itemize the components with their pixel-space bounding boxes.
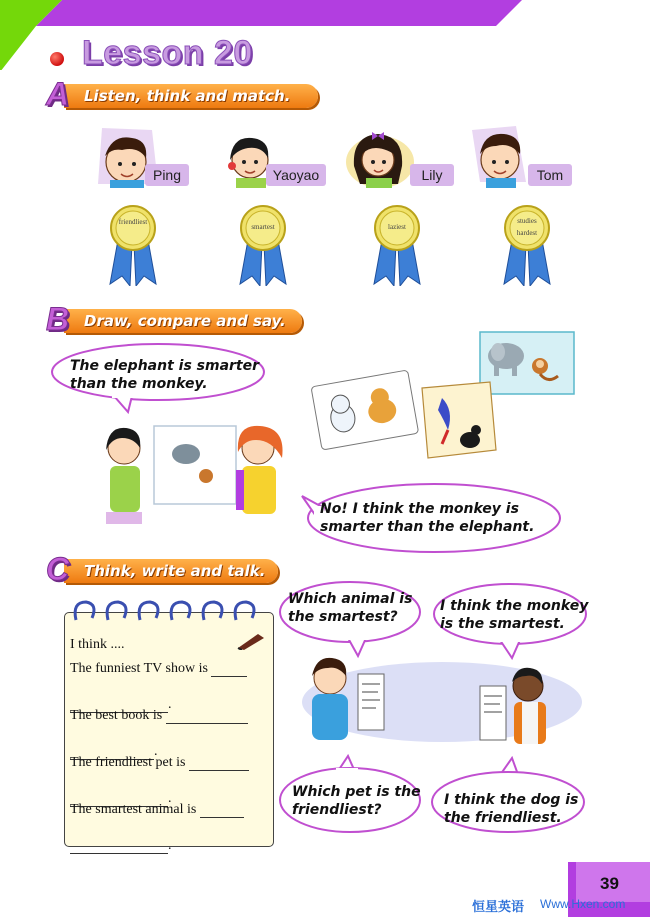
section-b-title: Draw, compare and say. <box>84 312 286 330</box>
notebook-prompt-4: The smartest animal is <box>70 802 244 818</box>
section-a-letter: A <box>46 76 70 112</box>
name-tag-tom: Tom <box>528 164 572 186</box>
bubble-which-animal-line2: the smartest? <box>288 609 398 625</box>
medal-label-line1: friendliest <box>118 218 148 226</box>
notebook-blank-1[interactable]: . <box>70 693 172 713</box>
bubble-monkey-smartest-line1: I think the monkey <box>440 598 589 614</box>
tom-portrait <box>466 122 536 188</box>
bubble-which-pet-line2: friendliest? <box>292 802 382 818</box>
lily-portrait <box>340 122 420 188</box>
notebook-spiral-rings <box>70 598 270 628</box>
medal-friendliest <box>108 204 158 286</box>
section-a-title: Listen, think and match. <box>84 87 291 105</box>
bubble-which-pet-line1: Which pet is the <box>292 784 421 800</box>
lesson-bullet-icon <box>50 52 64 66</box>
card-cat-dog <box>306 365 423 456</box>
bubble-monkey-smartest-line2: is the smartest. <box>440 616 565 632</box>
bubble-dog-friendliest-line2: the friendliest. <box>444 810 562 826</box>
medal-studies-hardest <box>502 204 552 286</box>
bubble-monkey-line2: smarter than the elephant. <box>320 519 535 535</box>
bubble-monkey-line1: No! I think the monkey is <box>320 501 519 517</box>
medal-label-line2: hardest <box>516 229 538 237</box>
name-tag-yaoyao: Yaoyao <box>266 164 326 186</box>
notebook-blank-2[interactable]: . <box>70 740 158 760</box>
notebook-heading: I think .... <box>70 637 125 652</box>
bubble-elephant-line2: than the monkey. <box>70 376 208 392</box>
notebook-prompt-2: The best book is <box>70 708 248 724</box>
bubble-which-animal-line1: Which animal is <box>288 591 413 607</box>
section-c-title: Think, write and talk. <box>84 562 266 580</box>
bubble-elephant-line1: The elephant is smarter <box>70 358 260 374</box>
boys-with-papers <box>292 650 582 760</box>
section-c-letter: C <box>46 551 70 587</box>
medal-smartest <box>238 204 288 286</box>
name-tag-lily: Lily <box>410 164 454 186</box>
medal-label-line1: studies <box>517 217 537 225</box>
girls-comparing-picture <box>96 418 308 528</box>
pen-icon <box>236 630 266 650</box>
section-b-letter: B <box>46 301 70 337</box>
name-tag-ping: Ping <box>145 164 189 186</box>
lesson-title: Lesson 20 <box>82 34 253 72</box>
notebook-blank-3[interactable]: . <box>70 787 172 807</box>
watermark-cn: 恒星英语 <box>472 899 525 914</box>
notebook-blank-4[interactable]: . <box>70 834 172 854</box>
notebook-prompt-3: The friendliest pet is <box>70 755 249 771</box>
medal-label-line1: laziest <box>388 223 406 231</box>
card-birds <box>414 380 500 460</box>
notebook-prompt-1: The funniest TV show is <box>70 661 247 677</box>
page-number: 39 <box>600 874 619 893</box>
medal-label-line1: smartest <box>251 223 275 231</box>
medal-laziest <box>372 204 422 286</box>
bubble-dog-friendliest-line1: I think the dog is <box>444 792 579 808</box>
watermark-url[interactable]: Www.Hxen.com <box>540 897 626 911</box>
